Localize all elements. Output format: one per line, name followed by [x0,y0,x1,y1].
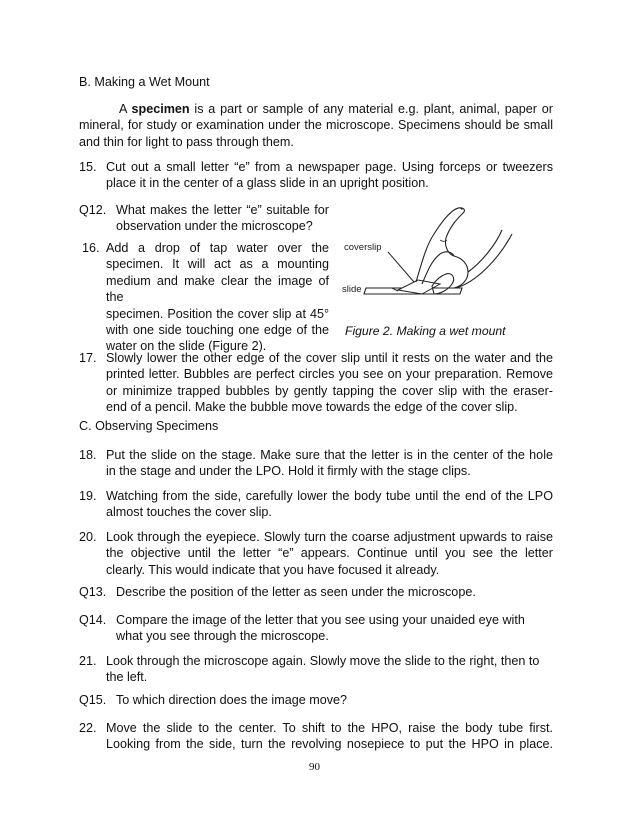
q15-text [116,692,553,708]
q14-text [116,612,553,645]
step-17-line-4: end of a pencil. Make the bubble move towards the edge of the cover slip. [106,400,518,415]
step-20-text [106,529,553,578]
specimen-definition-paragraph [79,101,553,150]
specimen-term: specimen [131,102,190,116]
step-21-text [106,653,553,686]
q14-line-2: what you see through the microscope. [116,629,329,644]
step-19-number: 19. [79,489,97,503]
step-16-line-4: specimen. Position the cover slip at 45° [106,306,329,321]
step-22-line-2: Looking from the side, turn the revolving nosepiece to put the HPO in place. [106,737,553,752]
q12-line-1: What makes the letter “e” suitable for [116,203,329,217]
section-b-heading: B. Making a Wet Mount [79,75,210,89]
step-16-line-1: Add a drop of tap water over the [106,241,329,255]
step-19-line-1: Watching from the side, carefully lower the body tube until the end of the LPO [106,489,553,503]
step-17-line-3: or minimize trapped bubbles by gently tapping the cover slip with the eraser- [106,383,553,398]
step-15-line-1: Cut out a small letter “e” from a newspaper page. Using forceps or tweezers [106,160,553,174]
step-16-text [106,240,329,355]
q14-number: Q14. [79,613,107,627]
step-20-line-3: clearly. This would indicate that you have focused it already. [106,562,440,577]
q14-line-1: Compare the image of the letter that you see using your unaided eye with [116,613,525,627]
q12-line-2: observation under the microscope? [116,219,313,234]
slide-label: slide [342,284,362,295]
step-18-line-2: in the stage and under the LPO. Hold it firmly with the stage clips. [106,464,471,479]
coverslip-label: coverslip [344,242,382,253]
q12-number: Q12. [79,203,107,217]
q15-line-1: To which direction does the image move? [116,693,348,707]
step-18-line-1: Put the slide on the stage. Make sure that the letter is in the center of the hole [106,448,553,462]
q13-text [116,584,553,600]
step-19-line-2: almost touches the cover slip. [106,505,272,520]
step-17-text [106,350,553,416]
step-16-line-6: water on the slide (Figure 2). [106,339,267,354]
step-22-number: 22. [79,721,97,735]
figure-2-caption: Figure 2. Making a wet mount [345,324,506,339]
step-16-line-3: medium and make clear the image of the [106,273,329,305]
q13-number: Q13. [79,585,107,599]
step-20-number: 20. [79,530,97,544]
step-17-number: 17. [79,351,97,365]
q13-line-1: Describe the position of the letter as seen under the microscope. [116,585,476,599]
step-15-number: 15. [79,160,97,174]
intro-line-1: A specimen is a part or sample of any material e.g. plant, animal, paper or [119,102,553,116]
step-22-text [106,720,553,753]
step-16-line-5: with one side touching one edge of the [106,323,329,338]
step-22-line-1: Move the slide to the center. To shift to the HPO, raise the body tube first. [106,721,553,735]
step-21-number: 21. [79,654,97,668]
step-20-line-1: Look through the eyepiece. Slowly turn the coarse adjustment upwards to raise [106,530,553,544]
step-16-line-2: specimen. It will act as a mounting [106,257,329,272]
step-16-number: 16. [82,241,100,255]
q15-number: Q15. [79,693,107,707]
step-21-line-2: the left. [106,670,148,685]
page-number: 90 [309,761,320,773]
step-18-number: 18. [79,448,97,462]
q12-text [116,202,329,235]
intro-line-2: mineral, for study or examination under the microscope. Specimens should be small [79,118,553,133]
step-15-text [106,159,553,192]
step-19-text [106,488,553,521]
step-18-text [106,447,553,480]
intro-line-3: and thin for light to pass through them. [79,134,294,149]
section-c-heading: C. Observing Specimens [79,419,219,433]
step-17-line-2: printed letter. Bubbles are perfect circles you see on your preparation. Remove [106,367,553,382]
step-20-line-2: the objective until the letter “e” appears. Continue until you see the letter [106,546,553,561]
step-15-line-2: place it in the center of a glass slide in an upright position. [106,176,429,191]
step-21-line-1: Look through the microscope again. Slowly move the slide to the right, then to [106,654,540,668]
step-17-line-1: Slowly lower the other edge of the cover slip until it rests on the water and the [106,351,553,365]
hand-placing-coverslip-illustration [336,200,556,312]
